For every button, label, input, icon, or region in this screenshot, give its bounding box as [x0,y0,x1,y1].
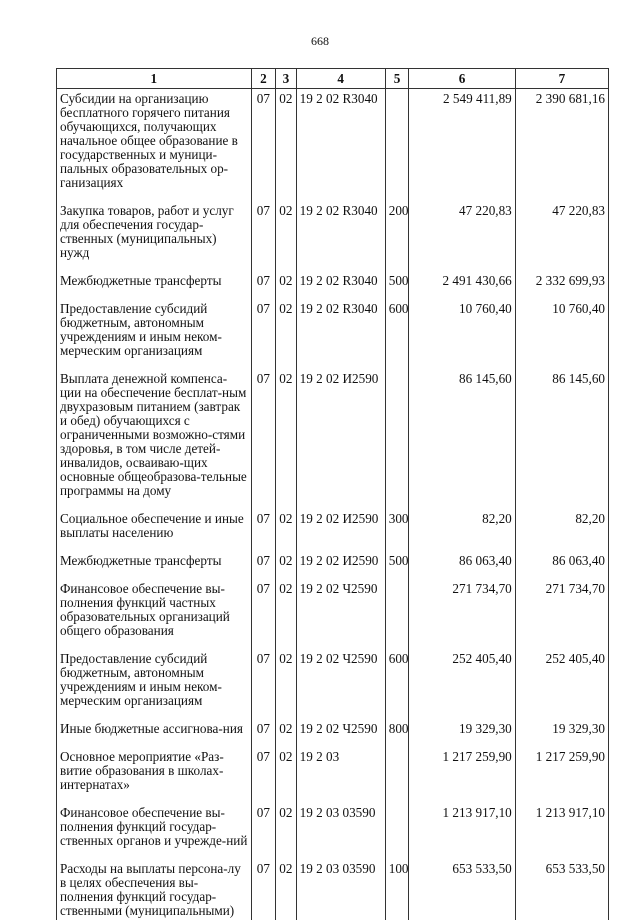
row-name-cell: Межбюджетные трансферты [57,551,252,579]
budget-table [56,68,609,920]
row-name-cell: Расходы на выплаты персона-лу в целях обеспечения вы-полнения функций государ-ственными (муниципальными) [57,859,252,920]
column-header: 4 [296,69,385,89]
subsection-code-cell: 02 [276,579,296,649]
expense-type-cell: 600 [385,649,409,719]
amount-col6-cell: 2 549 411,89 [409,89,516,202]
amount-col7-cell: 10 760,40 [515,299,608,369]
subsection-code-cell: 02 [276,89,296,202]
expense-type-cell [385,369,409,509]
row-name-cell: Основное мероприятие «Раз-витие образования в школах-интернатах» [57,747,252,803]
section-code-cell: 07 [251,551,276,579]
section-code-cell: 07 [251,299,276,369]
table-row [57,747,609,803]
target-article-cell: 19 2 02 R3040 [296,271,385,299]
target-article-cell: 19 2 02 И2590 [296,509,385,551]
table-row [57,89,609,202]
target-article-cell: 19 2 02 R3040 [296,201,385,271]
amount-col6-cell: 86 063,40 [409,551,516,579]
subsection-code-cell: 02 [276,649,296,719]
amount-col6-cell: 1 217 259,90 [409,747,516,803]
expense-type-cell: 100 [385,859,409,920]
row-name-cell: Финансовое обеспечение вы-полнения функций частных образовательных организаций общего образования [57,579,252,649]
subsection-code-cell: 02 [276,859,296,920]
table-row [57,271,609,299]
row-name-cell: Субсидии на организацию бесплатного горячего питания обучающихся, получающих начальное общее образование в государственных и муници-пальных образовательных ор-ганизациях [57,89,252,202]
table-row [57,369,609,509]
subsection-code-cell: 02 [276,271,296,299]
expense-type-cell [385,579,409,649]
target-article-cell: 19 2 02 И2590 [296,551,385,579]
section-code-cell: 07 [251,201,276,271]
section-code-cell: 07 [251,89,276,202]
section-code-cell: 07 [251,719,276,747]
table-row [57,509,609,551]
section-code-cell: 07 [251,803,276,859]
subsection-code-cell: 02 [276,201,296,271]
amount-col6-cell: 252 405,40 [409,649,516,719]
table-header-row [57,69,609,89]
amount-col7-cell: 1 213 917,10 [515,803,608,859]
subsection-code-cell: 02 [276,299,296,369]
amount-col7-cell: 271 734,70 [515,579,608,649]
expense-type-cell: 500 [385,271,409,299]
subsection-code-cell: 02 [276,369,296,509]
row-name-cell: Предоставление субсидий бюджетным, автономным учреждениям и иным неком-мерческим организациям [57,649,252,719]
subsection-code-cell: 02 [276,719,296,747]
amount-col7-cell: 86 145,60 [515,369,608,509]
table-row [57,719,609,747]
amount-col6-cell: 1 213 917,10 [409,803,516,859]
amount-col6-cell: 653 533,50 [409,859,516,920]
row-name-cell: Предоставление субсидий бюджетным, автономным учреждениям и иным неком-мерческим организациям [57,299,252,369]
target-article-cell: 19 2 03 03590 [296,803,385,859]
target-article-cell: 19 2 02 И2590 [296,369,385,509]
amount-col6-cell: 2 491 430,66 [409,271,516,299]
section-code-cell: 07 [251,649,276,719]
table-row [57,201,609,271]
expense-type-cell: 500 [385,551,409,579]
table-row [57,859,609,920]
amount-col6-cell: 86 145,60 [409,369,516,509]
row-name-cell: Иные бюджетные ассигнова-ния [57,719,252,747]
target-article-cell: 19 2 02 Ч2590 [296,719,385,747]
target-article-cell: 19 2 02 Ч2590 [296,649,385,719]
section-code-cell: 07 [251,369,276,509]
subsection-code-cell: 02 [276,551,296,579]
column-header: 2 [251,69,276,89]
table-row [57,649,609,719]
section-code-cell: 07 [251,579,276,649]
row-name-cell: Межбюджетные трансферты [57,271,252,299]
target-article-cell: 19 2 03 [296,747,385,803]
table-row [57,579,609,649]
amount-col6-cell: 10 760,40 [409,299,516,369]
subsection-code-cell: 02 [276,747,296,803]
expense-type-cell [385,89,409,202]
amount-col7-cell: 2 390 681,16 [515,89,608,202]
subsection-code-cell: 02 [276,803,296,859]
page-number: 668 [311,34,329,48]
amount-col7-cell: 82,20 [515,509,608,551]
table-row [57,551,609,579]
subsection-code-cell: 02 [276,509,296,551]
expense-type-cell [385,803,409,859]
amount-col7-cell: 2 332 699,93 [515,271,608,299]
row-name-cell: Финансовое обеспечение вы-полнения функций государ-ственных органов и учрежде-ний [57,803,252,859]
expense-type-cell: 600 [385,299,409,369]
amount-col6-cell: 271 734,70 [409,579,516,649]
section-code-cell: 07 [251,747,276,803]
amount-col6-cell: 47 220,83 [409,201,516,271]
amount-col6-cell: 82,20 [409,509,516,551]
target-article-cell: 19 2 02 R3040 [296,89,385,202]
amount-col7-cell: 19 329,30 [515,719,608,747]
target-article-cell: 19 2 02 R3040 [296,299,385,369]
row-name-cell: Закупка товаров, работ и услуг для обеспечения государ-ственных (муниципальных) нужд [57,201,252,271]
column-header: 6 [409,69,516,89]
expense-type-cell [385,747,409,803]
row-name-cell: Выплата денежной компенса-ции на обеспечение бесплат-ным двухразовым питанием (завтрак и обед) обучающихся с ограниченными возможно-стями здоровья, в том числе детей-инвалидов, осваиваю-щих основные общеобразова-тельные программы на дому [57,369,252,509]
amount-col6-cell: 19 329,30 [409,719,516,747]
target-article-cell: 19 2 03 03590 [296,859,385,920]
column-header: 1 [57,69,252,89]
amount-col7-cell: 86 063,40 [515,551,608,579]
amount-col7-cell: 653 533,50 [515,859,608,920]
column-header: 3 [276,69,296,89]
section-code-cell: 07 [251,859,276,920]
amount-col7-cell: 1 217 259,90 [515,747,608,803]
expense-type-cell: 200 [385,201,409,271]
table-row [57,803,609,859]
target-article-cell: 19 2 02 Ч2590 [296,579,385,649]
row-name-cell: Социальное обеспечение и иные выплаты населению [57,509,252,551]
section-code-cell: 07 [251,509,276,551]
expense-type-cell: 300 [385,509,409,551]
amount-col7-cell: 252 405,40 [515,649,608,719]
column-header: 5 [385,69,409,89]
column-header: 7 [515,69,608,89]
expense-type-cell: 800 [385,719,409,747]
table-row [57,299,609,369]
amount-col7-cell: 47 220,83 [515,201,608,271]
section-code-cell: 07 [251,271,276,299]
